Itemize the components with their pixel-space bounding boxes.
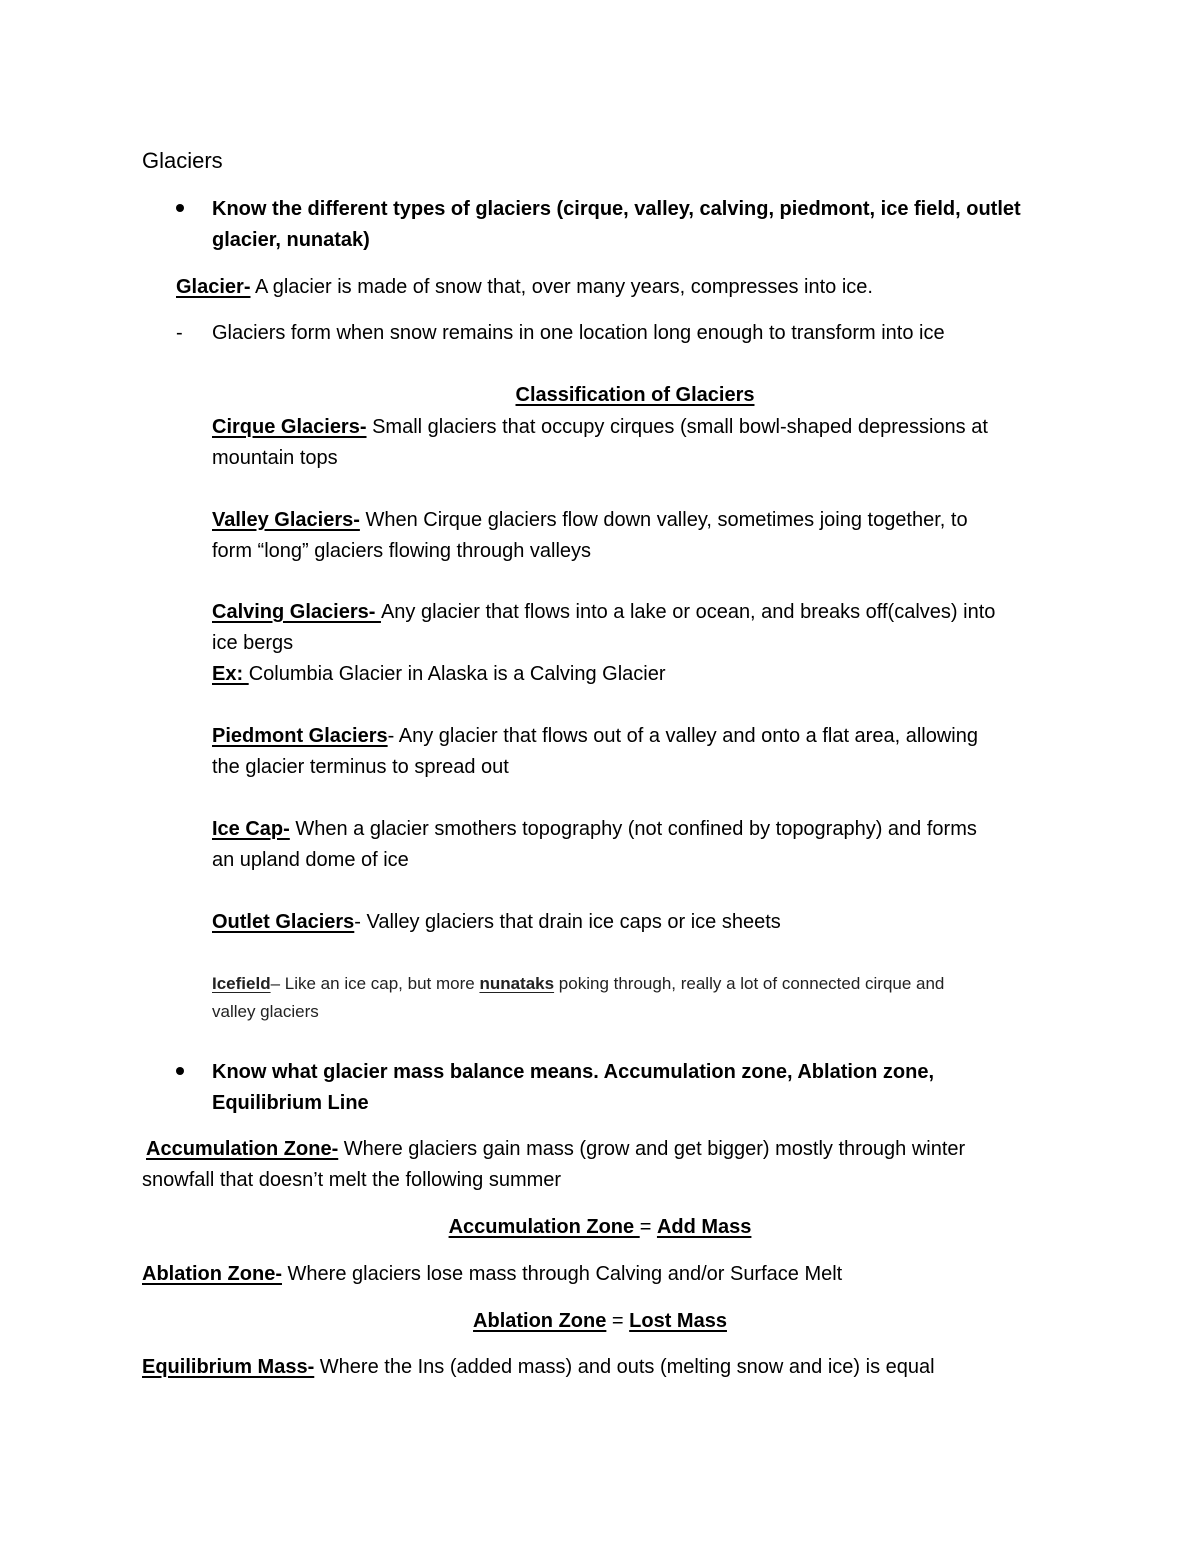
- equilibrium-line: [142, 1357, 935, 1377]
- glacier-form-text: Glaciers form when snow remains in one location long enough to transform into ice: [212, 322, 945, 344]
- classification-heading: Classification of Glaciers: [515, 384, 755, 406]
- valley-text: When Cirque glaciers flow down valley, sometimes joing together, to: [359, 509, 968, 531]
- bullet-icon: [176, 1067, 184, 1075]
- accumulation-line2: snowfall that doesn’t melt the following summer: [142, 1169, 562, 1191]
- lost-mass-label: Lost Mass: [629, 1310, 727, 1332]
- icefield-text-2: poking through, really a lot of connected cirque and: [554, 974, 945, 993]
- outlet-line: [212, 912, 781, 932]
- cirque-term: Cirque Glaciers-: [212, 416, 367, 438]
- icecap-line2: an upland dome of ice: [212, 849, 409, 871]
- ablation-line: [142, 1264, 842, 1284]
- calving-line2: ice bergs: [212, 632, 294, 654]
- ablation-term: Ablation Zone-: [142, 1263, 282, 1285]
- piedmont-line2: the glacier terminus to spread out: [212, 756, 509, 778]
- calving-text: Any glacier that flows into a lake or ocean, and breaks off(calves) into: [380, 601, 996, 623]
- accumulation-equation: [0, 1217, 1200, 1237]
- calving-line1: [212, 602, 995, 622]
- ablation-equation: [0, 1311, 1200, 1331]
- bullet-types-line1: Know the different types of glaciers (cirque, valley, calving, piedmont, ice field, outlet: [212, 198, 1021, 220]
- cirque-line1: [212, 417, 988, 437]
- calving-term: Calving Glaciers-: [212, 601, 381, 623]
- glacier-definition: [176, 277, 873, 297]
- icefield-text-1: – Like an ice cap, but more: [270, 974, 480, 993]
- ablation-text: Where glaciers lose mass through Calving and/or Surface Melt: [281, 1263, 843, 1285]
- nunataks-term: nunataks: [479, 974, 555, 993]
- valley-line1: [212, 510, 968, 530]
- bullet-mass-line2: Equilibrium Line: [212, 1092, 369, 1114]
- outlet-text: - Valley glaciers that drain ice caps or ice sheets: [354, 911, 781, 933]
- glacier-term: Glacier-: [176, 276, 251, 298]
- outlet-term: Outlet Glaciers: [212, 911, 355, 933]
- equals-sign: =: [639, 1216, 657, 1238]
- accumulation-term: Accumulation Zone-: [146, 1138, 339, 1160]
- accumulation-line1: [146, 1139, 965, 1159]
- valley-term: Valley Glaciers-: [212, 509, 360, 531]
- bullet-types-line2: glacier, nunatak): [212, 229, 370, 251]
- bullet-icon: [176, 204, 184, 212]
- example-text: Columbia Glacier in Alaska is a Calving Glacier: [248, 663, 666, 685]
- icefield-line1: [212, 975, 944, 992]
- equilibrium-text: Where the Ins (added mass) and outs (melting snow and ice) is equal: [314, 1356, 935, 1378]
- bullet-mass-line1: Know what glacier mass balance means. Accumulation zone, Ablation zone,: [212, 1061, 935, 1083]
- accumulation-text: Where glaciers gain mass (grow and get bigger) mostly through winter: [338, 1138, 966, 1160]
- icecap-line1: [212, 819, 977, 839]
- icecap-term: Ice Cap-: [212, 818, 290, 840]
- equals-sign: =: [606, 1310, 630, 1332]
- cirque-text: Small glaciers that occupy cirques (small bowl-shaped depressions at: [366, 416, 988, 438]
- example-label: Ex:: [212, 663, 249, 685]
- piedmont-term: Piedmont Glaciers: [212, 725, 388, 747]
- dash-marker: -: [176, 322, 183, 344]
- calving-example: [212, 664, 666, 684]
- icecap-text: When a glacier smothers topography (not confined by topography) and forms: [289, 818, 977, 840]
- equilibrium-term: Equilibrium Mass-: [142, 1356, 315, 1378]
- ablation-zone-label: Ablation Zone: [473, 1310, 607, 1332]
- glacier-definition-text: A glacier is made of snow that, over many years, compresses into ice.: [250, 276, 873, 298]
- icefield-line2: valley glaciers: [212, 1002, 319, 1021]
- accumulation-zone-label: Accumulation Zone: [448, 1216, 640, 1238]
- piedmont-text: - Any glacier that flows out of a valley and onto a flat area, allowing: [387, 725, 978, 747]
- page-title: Glaciers: [142, 148, 223, 173]
- cirque-line2: mountain tops: [212, 447, 338, 469]
- add-mass-label: Add Mass: [656, 1216, 752, 1238]
- icefield-term: Icefield: [212, 974, 271, 993]
- valley-line2: form “long” glaciers flowing through valleys: [212, 540, 592, 562]
- piedmont-line1: [212, 726, 978, 746]
